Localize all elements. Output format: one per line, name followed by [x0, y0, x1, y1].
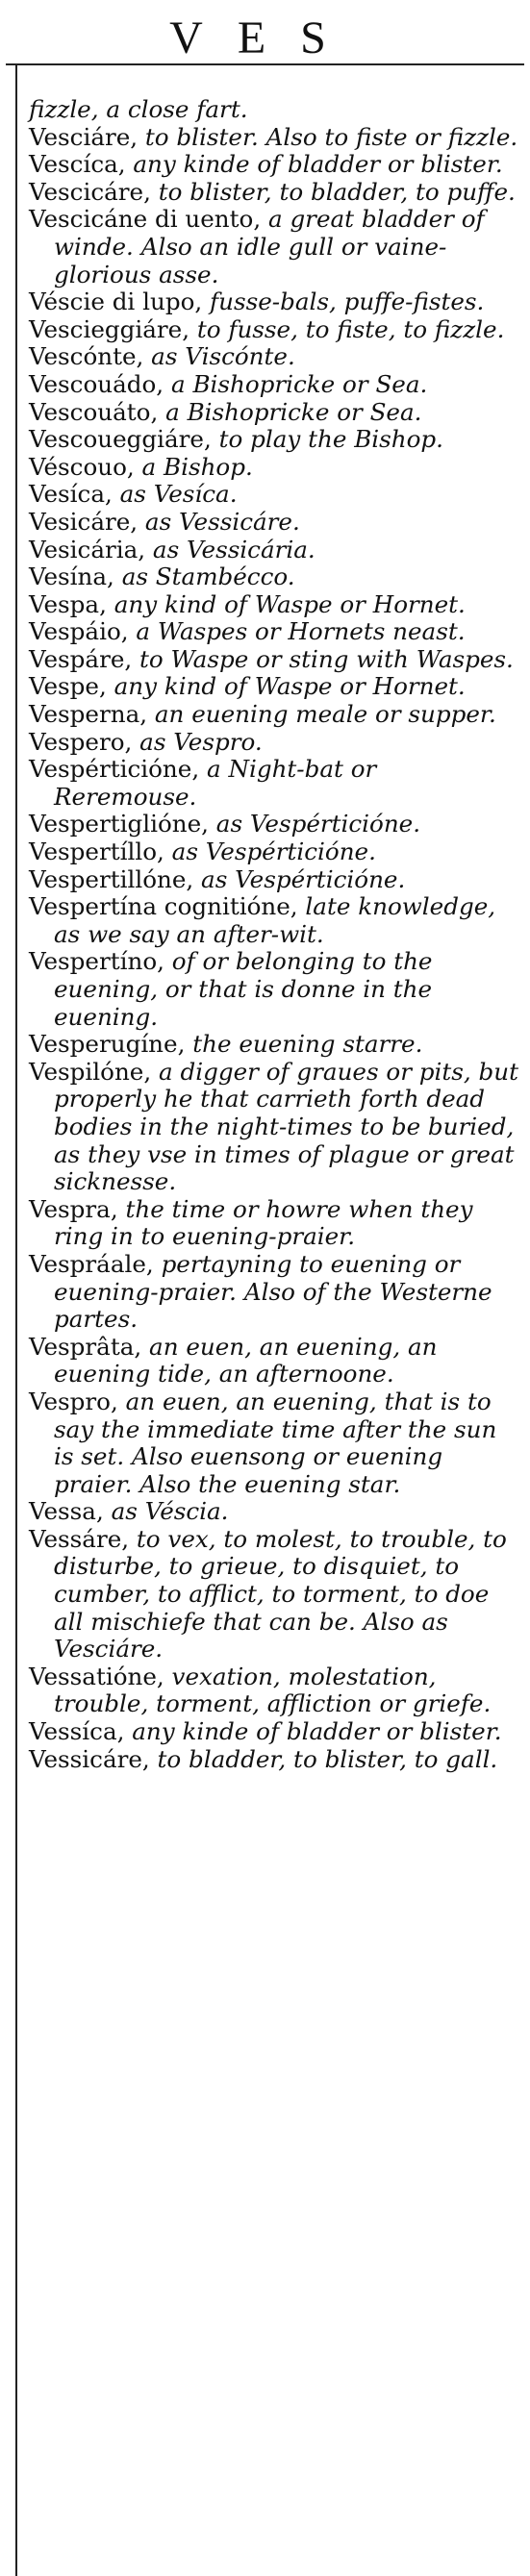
entry-definition: fusse-bals, puffe-fistes.: [202, 288, 485, 316]
entry-headword: Vescoueggiáre,: [29, 425, 212, 454]
dictionary-entry: [29, 124, 519, 152]
entry-headword: Vespra,: [29, 1194, 118, 1223]
entry-headword: Vescieggiáre,: [29, 314, 190, 343]
entry-headword: Vespe,: [29, 672, 107, 701]
dictionary-entry: [29, 454, 519, 482]
dictionary-entry: [29, 948, 519, 1031]
entry-definition: to blister. Also to fiste or fizzle.: [138, 122, 518, 151]
entry-definition: a Bishopricke or Sea.: [158, 397, 422, 426]
entry-definition: a digger of graues or pits, but properly he that carrieth forth dead bodies in the night-times to be buried, as they vse in times of plague or great sicknesse.: [54, 1057, 519, 1196]
entry-headword: Vespro,: [29, 1387, 118, 1415]
entry-definition: of or belonging to the euening, or that is donne in the euening.: [54, 947, 433, 1031]
entry-definition: the euening starre.: [185, 1030, 423, 1059]
dictionary-entry: [29, 179, 519, 207]
entry-headword: Vescouáto,: [29, 397, 159, 426]
entry-list: [29, 96, 519, 1773]
dictionary-entry: [29, 288, 519, 316]
dictionary-entry: [29, 1196, 519, 1251]
entry-definition: any kind of Waspe or Hornet.: [106, 589, 466, 618]
dictionary-entry: [29, 1663, 519, 1718]
entry-headword: Vessáre,: [29, 1524, 130, 1553]
entry-definition: a Bishop.: [134, 452, 253, 481]
entry-definition: any kinde of bladder or blister.: [125, 150, 503, 179]
dictionary-entry: [29, 1059, 519, 1196]
entry-definition: any kinde of bladder or blister.: [124, 1717, 502, 1746]
entry-definition: a Waspes or Hornets neast.: [128, 617, 466, 646]
dictionary-entry: [29, 1251, 519, 1334]
entry-definition: vexation, molestation, trouble, torment, affliction or griefe.: [54, 1662, 492, 1718]
dictionary-entry: [29, 838, 519, 866]
running-head: VES: [169, 13, 361, 63]
entry-headword: Vescicáre,: [29, 177, 151, 206]
entry-headword: Vespertillóne,: [29, 864, 194, 893]
entry-headword: Vesperna,: [29, 700, 148, 729]
entry-headword: Vespertíno,: [29, 947, 164, 976]
entry-headword: Vescíca,: [29, 150, 126, 179]
dictionary-entry: [29, 1498, 519, 1526]
dictionary-entry: [29, 866, 519, 894]
page-header: [0, 0, 530, 63]
entry-definition: as Vespérticióne.: [164, 838, 376, 866]
entry-headword: Vespráale,: [29, 1249, 154, 1278]
entry-headword: Véscie di lupo,: [29, 288, 203, 316]
entry-definition: pertayning to euening or euening-praier. Also of the Westerne partes.: [54, 1249, 492, 1334]
dictionary-entry: [29, 96, 519, 124]
entry-definition: as Vessicáre.: [138, 507, 300, 536]
dictionary-entry: [29, 399, 519, 427]
entry-definition: a Bishopricke or Sea.: [164, 369, 428, 398]
entry-headword: Vesciáre,: [29, 122, 139, 151]
top-rule: [6, 63, 524, 65]
entry-definition: to play the Bishop.: [211, 425, 443, 454]
entry-definition: as Stambécco.: [114, 563, 295, 591]
entry-headword: Véscouo,: [29, 452, 135, 481]
dictionary-entry: [29, 893, 519, 948]
dictionary-entry: [29, 371, 519, 399]
left-rule: [15, 63, 17, 2576]
dictionary-entry: [29, 343, 519, 371]
entry-definition: fizzle, a close fart.: [29, 95, 248, 123]
entry-definition: to blister, to bladder, to puffe.: [150, 177, 516, 206]
dictionary-entry: [29, 701, 519, 729]
dictionary-entry: [29, 426, 519, 454]
entry-definition: as Vespérticióne.: [208, 810, 421, 838]
entry-headword: Vessicáre,: [29, 1744, 150, 1773]
entry-definition: the time or howre when they ring in to euening-praier.: [54, 1194, 473, 1251]
dictionary-entry: [29, 618, 519, 646]
entry-headword: Vespertiglióne,: [29, 810, 209, 838]
entry-headword: Vesíca,: [29, 480, 113, 509]
entry-definition: a Night-bat or Reremouse.: [54, 755, 377, 811]
dictionary-entry: [29, 756, 519, 811]
entry-headword: Vespero,: [29, 727, 133, 756]
dictionary-entry: [29, 673, 519, 701]
entry-definition: as Véscia.: [103, 1497, 229, 1526]
entry-headword: Vescónte,: [29, 342, 144, 371]
dictionary-entry: [29, 591, 519, 619]
dictionary-entry: [29, 509, 519, 537]
entry-definition: to bladder, to blister, to gall.: [149, 1744, 498, 1773]
entry-headword: Vescicáne di uento,: [29, 205, 262, 234]
entry-definition: as Vespérticióne.: [193, 864, 406, 893]
entry-headword: Vespérticióne,: [29, 755, 200, 784]
entry-definition: an euening meale or supper.: [147, 700, 496, 729]
dictionary-entry: [29, 729, 519, 757]
entry-definition: as Vesíca.: [112, 480, 238, 509]
dictionary-entry: [29, 1031, 519, 1059]
entry-headword: Vespáre,: [29, 644, 133, 673]
entry-definition: an euen, an euening, an euening tide, an afternoone.: [54, 1332, 438, 1388]
dictionary-entry: [29, 1718, 519, 1746]
entry-definition: to fusse, to fiste, to fizzle.: [189, 314, 505, 343]
entry-headword: Vessa,: [29, 1497, 104, 1526]
entry-headword: Vesperugíne,: [29, 1030, 186, 1059]
entry-headword: Vesprâta,: [29, 1332, 142, 1361]
dictionary-entry: [29, 1526, 519, 1663]
dictionary-entry: [29, 206, 519, 288]
entry-headword: Vesicáre,: [29, 507, 139, 536]
entry-definition: a great bladder of winde. Also an idle gull or vaine-glorious asse.: [54, 205, 485, 288]
entry-headword: Vespilóne,: [29, 1057, 152, 1086]
entry-headword: Vessíca,: [29, 1717, 125, 1746]
entry-headword: Vespertíllo,: [29, 838, 164, 866]
dictionary-entry: [29, 537, 519, 564]
entry-definition: as Viscónte.: [143, 342, 295, 371]
entry-definition: as Vespro.: [132, 727, 263, 756]
entry-headword: Vespáio,: [29, 617, 129, 646]
entry-definition: late knowledge, as we say an after-wit.: [54, 892, 496, 948]
entry-headword: Vescouádo,: [29, 369, 164, 398]
dictionary-entry: [29, 1388, 519, 1498]
entry-definition: as Vessicária.: [145, 535, 315, 563]
dictionary-entry: [29, 646, 519, 674]
entry-definition: an euen, an euening, that is to say the immediate time after the sun is set. Also euensong or euening praier. Also the euening star.: [54, 1387, 497, 1498]
entry-headword: Vesicária,: [29, 535, 146, 563]
dictionary-entry: [29, 811, 519, 838]
entry-definition: any kind of Waspe or Hornet.: [106, 672, 466, 701]
entry-definition: to Waspe or sting with Waspes.: [132, 644, 514, 673]
dictionary-entry: [29, 481, 519, 509]
entry-definition: to vex, to molest, to trouble, to disturbe, to grieue, to disquiet, to cumber, to afflict, to torment, to doe all mischiefe that can be. Also as Vesciáre.: [54, 1524, 507, 1663]
entry-headword: Vespa,: [29, 589, 107, 618]
entry-headword: Vessatióne,: [29, 1662, 164, 1690]
entry-headword: Vesína,: [29, 563, 114, 591]
dictionary-entry: [29, 1746, 519, 1774]
dictionary-entry: [29, 316, 519, 344]
dictionary-entry: [29, 563, 519, 591]
entry-headword: Vespertína cognitióne,: [29, 892, 298, 921]
dictionary-entry: [29, 151, 519, 179]
dictionary-entry: [29, 1334, 519, 1388]
